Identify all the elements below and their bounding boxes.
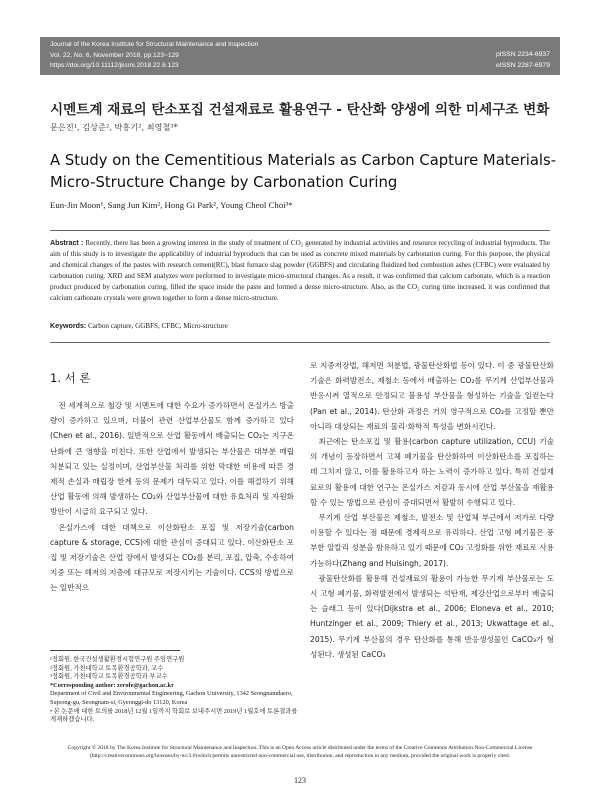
journal-header-info <box>50 40 258 72</box>
korean-authors: 문은진¹, 김상준², 박홍기², 최영철³* <box>50 122 178 132</box>
english-title-line1: A Study on the Cementitious Materials as Carbon Capture Materials- <box>50 152 557 169</box>
journal-name: Journal of the Korea Institute for Structural Maintenance and Inspection <box>50 41 259 48</box>
footnote-corresponding-author: *Corresponding author: zerofe@gachon.ac.kr <box>50 681 174 689</box>
paragraph: 최근에는 탄소포집 및 활용(carbon capture utilization, CCU) 기술의 개념이 등장하면서 고체 폐기물을 탄산화하여 이산화탄소를 포집하는데 그치지 않고, 이를 활용하고자 하는 노력이 증가하고 있다. 특히 건설재료로의 활용에 대한 연구는 온실가스 저감과 동시에 산업 부산물을 재활용 할 수 있는 방법으로 관심이 증대되면서 활발히 수행되고 있다. <box>310 437 554 507</box>
copyright-notice: Copyright © 2018 by The Korea Institute for Structural Maintenance and Inspection. This is an Open Access article distributed under the terms of the Creative Commons Attribution Non-Commercial License (http://creativecommons.org/licenses/by-nc/3.0)which permits unrestricted non-commercial use, distribution, and reproduction in any medium, provided the original work is properly cited. <box>67 745 533 760</box>
footnote: ²정회원, 가천대학교 토목환경공학과, 교수 <box>50 664 164 672</box>
footnote-address: Department of Civil and Environmental Engineering, Gachon University, 1342 Seongnamdaero, Sujeong-gu, Seongnam-si, Gyeonggi-do 13120, Korea <box>50 690 293 706</box>
keywords-label: Keywords: <box>50 322 87 330</box>
paragraph: 광물탄산화를 활용해 건설재료의 활용이 가능한 무기계 부산물로는 도시 고형 폐기물, 화력발전에서 발생되는 석탄재, 제강산업으로부터 배출되는 슬래그 등이 있다(Dijkstra et al., 2006; Eloneva et al., 2010; Huntzinger et al., 2009; Thiery et al., 2013; Ukwattage et al., 2015). 무기계 부산물의 경우 탄산화를 통해 반응생성물인 CaCO₃가 형성된다. 생성된 CaCO₃ <box>310 573 554 659</box>
paragraph: 온실가스에 대한 대책으로 이산화탄소 포집 및 저장기술(carbon capture & storage, CCS)에 대한 관심이 증대되고 있다. 이산화탄소 포집 및 저장기술은 산업 장에서 발생되는 CO₂를 분리, 포집, 압축, 수송하여 지중 또는 해저의 지층에 대규모로 저장시키는 기술이다. CCS의 방법으로는 일반적으 <box>50 522 294 593</box>
paragraph: 로 지중저장법, 해저면 처분법, 광물탄산화법 등이 있다. 이 중 광물탄산화 기술은 화력발전소, 제철소 등에서 배출하는 CO₂를 무기계 산업부산물과 반응시켜 열적으로 안정되고 불용성 부산물을 형성하는 기술을 일컫는다(Pan et al., 2014). 탄산화 과정은 거의 영구적으로 CO₂를 고정할 뿐만 아니라 대상되는 재료의 물리·화학적 특성을 변화시킨다. <box>310 361 554 431</box>
section-introduction-heading: 1. 서 론 <box>50 371 91 385</box>
abstract <box>50 238 550 303</box>
keywords-text: Carbon capture, GGBFS, CFBC, Micro-structure <box>88 322 228 330</box>
abstract-text: Recently, there has been a growing interest in the study of treatment of CO₂ generated by industrial activities and resource recycling of industrial byproducts. The aim of this study is to investigate the applicability of industrial byproducts that can be used as concrete mixed materials by carbonation curing. For this purpose, the physical and chemical changes of the pastes with research cement(RC), blast furnace slag powder (GGBFS) and circulating fluidized bed combustion ashes (CFBC) were evaluated by carbonation curing. XRD and SEM analyzes were performed to investigate micro-structural changes. As a result, it was confirmed that calcium carbonate, which is a reaction product produced by carbonation curing, filled the space inside the paste and formed a dense micro-structure. Also, as the CO₂ curing time increased, it was confirmed that calcium carbonate crystals were grown together to form a dense micro-structure. <box>50 239 550 302</box>
footnote: ³정회원, 가천대학교 토목환경공학과 부교수 <box>50 673 168 681</box>
footnote-rule <box>50 650 180 651</box>
issn-info <box>496 50 550 71</box>
left-column <box>50 398 294 596</box>
doi-link[interactable]: https://doi.org/10.11112/jksmi.2018.22.6.123 <box>50 62 179 69</box>
footnotes <box>50 656 300 725</box>
abstract-bottom-rule <box>50 342 550 343</box>
abstract-label: Abstract : <box>50 239 84 247</box>
english-title-line2: Micro-Structure Change by Carbonation Curing <box>50 174 398 191</box>
keywords <box>50 322 550 330</box>
footnote: ¹정회원, 한국건설생활환경시험연구원 주임연구원 <box>50 656 185 663</box>
eissn: eISSN 2287-6979 <box>495 61 550 69</box>
abstract-top-rule <box>50 230 550 231</box>
english-authors: Eun-Jin Moon¹, Sang Jun Kim², Hong Gi Park², Young Cheol Choi³* <box>50 200 293 210</box>
paragraph: 무기계 산업 부산물은 제철소, 발전소 및 산업체 부근에서 저가로 다량 이용할 수 있다는 점 때문에 경제적으로 유리하다. 산업 고형 폐기물은 풍부한 알칼리 성분을 함유하고 있기 때문에 CO₂ 고정화를 위한 재료로 사용 가능하다(Zhang and Huisingh, 2017). <box>310 513 554 568</box>
korean-title: 시멘트계 재료의 탄소포집 건설재료로 활용연구 - 탄산화 양생에 의한 미세구조 변화 <box>50 102 550 118</box>
journal-volume: Vol. 22, No. 6, November 2018, pp.123~129 <box>50 51 179 59</box>
right-column <box>310 358 554 662</box>
page-number: 123 <box>294 776 306 785</box>
footnote-discussion: • 본 논문에 대한 토의를 2018년 12월 1일까지 학회로 보내주시면 2019년 1월호에 토론결과를 게재하겠습니다. <box>50 707 298 724</box>
english-title <box>50 150 560 194</box>
pissn: pISSN 2234-6937 <box>495 51 550 58</box>
paragraph: 전 세계적으로 철강 및 시멘트에 대한 수요가 증가하면서 온실가스 방출량이 증가하고 있으며, 더불어 관련 산업부산물도 함께 증가하고 있다(Chen et al., 2016). 일반적으로 산업 활동에서 배출되는 CO₂는 지구온난화에 큰 영향을 미친다. 또한 산업에서 발생되는 부산물은 대부분 매립 처분되고 있는 실정이며, 산업부산물 처리를 위한 막대한 비용에 따른 경제적 손실과 매립장 한계 등의 문제가 대두되고 있다. 이를 해결하기 위해 산업 활동에 의해 발생하는 CO₂와 산업부산물에 대한 유효처리 및 자원화 방안이 시급히 요구되고 있다. <box>50 401 294 517</box>
